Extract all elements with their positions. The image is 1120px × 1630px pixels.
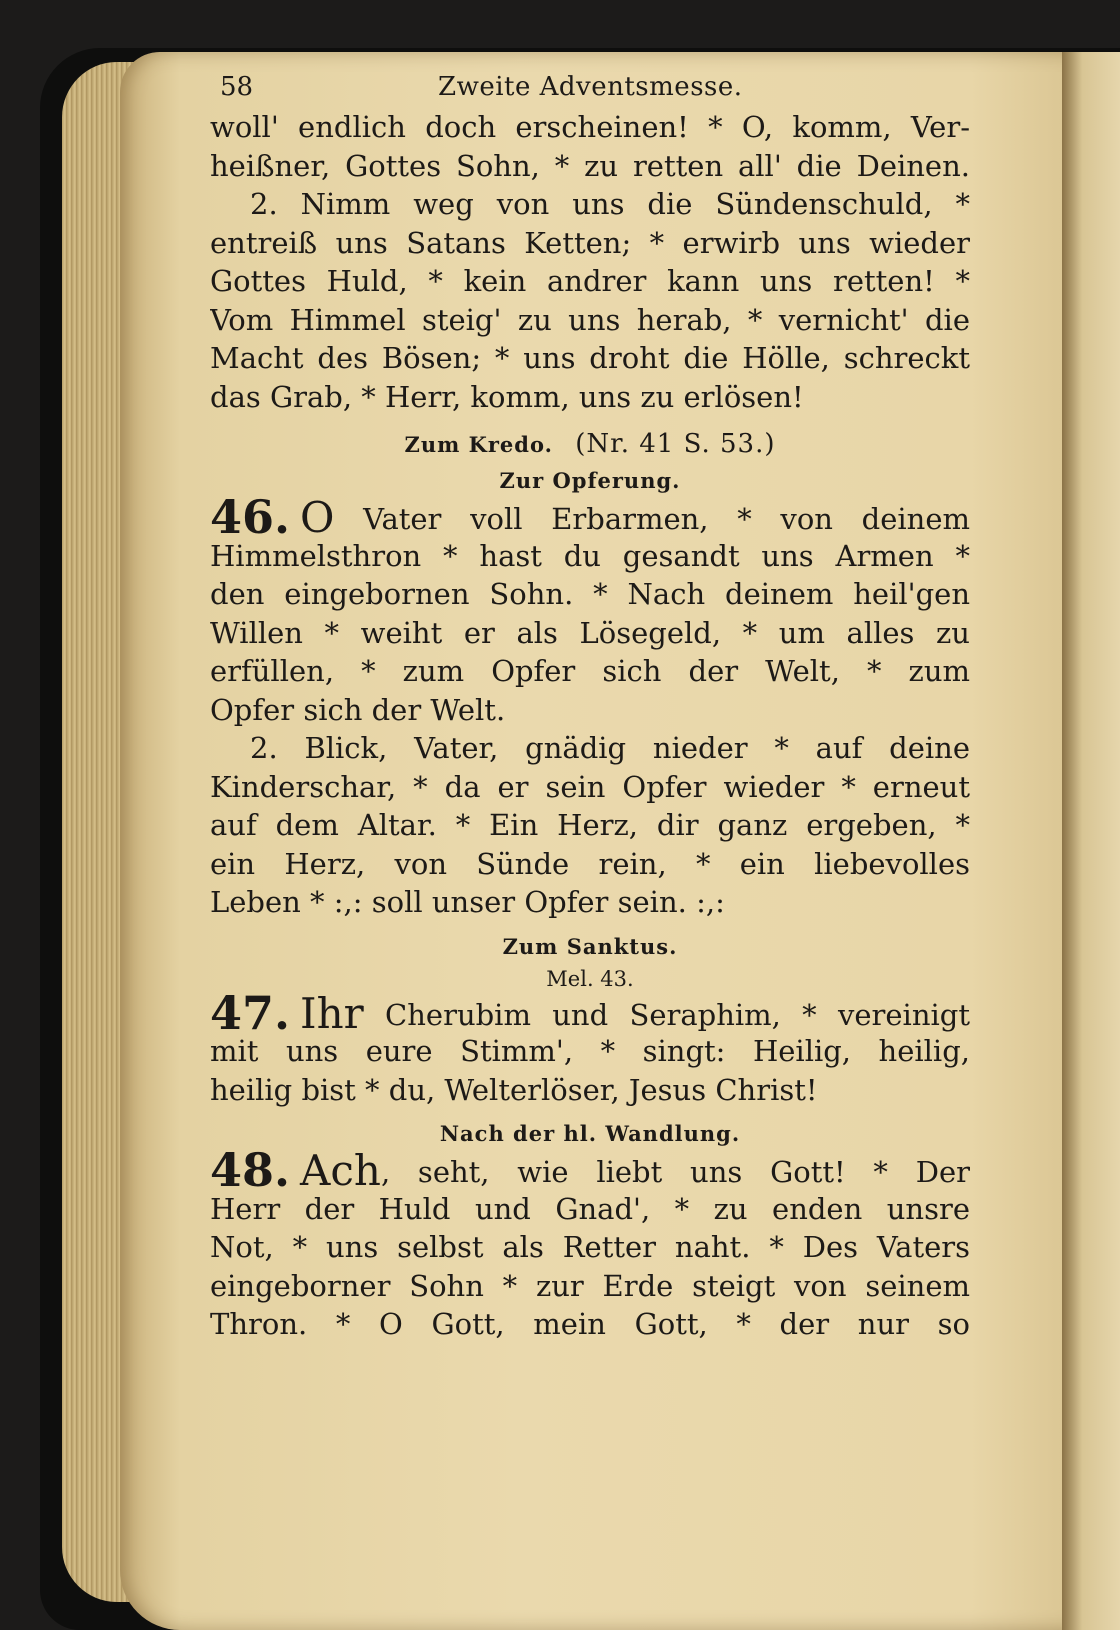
text-line: Gottes Huld, * kein andrer kann uns retten! * xyxy=(210,264,970,298)
kredo-title: Zum Kredo. xyxy=(404,432,553,457)
continued-hymn xyxy=(210,108,970,416)
text-line: entreiß uns Satans Ketten; * erwirb uns wieder xyxy=(210,225,970,260)
text-line: das Grab, * Herr, komm, uns zu erlösen! xyxy=(210,379,804,414)
text-line: Kinderschar, * da er sein Opfer wieder * erneut xyxy=(210,769,970,804)
text-line: Thron. * O Gott, mein Gott, * der nur so xyxy=(210,1307,970,1341)
hymn-first-text: Cherubim und Seraphim, * vereinigt xyxy=(385,997,970,1032)
kredo-heading xyxy=(210,424,970,464)
text-line: erfüllen, * zum Opfer sich der Welt, * zum xyxy=(210,654,970,688)
hymn-number: 48. xyxy=(210,1151,291,1190)
text-line: Not, * uns selbst als Retter naht. * Des Vaters xyxy=(210,1230,970,1264)
hymn-number: 47. xyxy=(210,993,291,1032)
running-title: Zweite Adventsmesse. xyxy=(438,72,743,102)
page-header xyxy=(210,60,970,108)
page-content xyxy=(210,60,970,1344)
text-line: heilig bist * du, Welterlöser, Jesus Christ! xyxy=(210,1072,818,1107)
hymn-48 xyxy=(210,1151,970,1344)
page-gutter xyxy=(1062,52,1120,1630)
melody-reference: Mel. 43. xyxy=(546,966,634,991)
text-line: Leben * :,: soll unser Opfer sein. :,: xyxy=(210,885,725,919)
page-number: 58 xyxy=(220,72,254,102)
hymn-initial: Ach xyxy=(300,1151,381,1190)
text-line: 2. Blick, Vater, gnädig nieder * auf deine xyxy=(250,731,970,765)
text-line: Willen * weiht er als Lösegeld, * um alles zu xyxy=(210,615,970,650)
text-line: Herr der Huld und Gnad', * zu enden unsre xyxy=(210,1191,970,1226)
hymn-initial: Ihr xyxy=(300,993,364,1032)
text-line: Opfer sich der Welt. xyxy=(210,692,506,727)
text-line: heißner, Gottes Sohn, * zu retten all' die Deinen. xyxy=(210,148,970,183)
hymn-first-text: Vater voll Erbarmen, * von deinem xyxy=(363,502,970,536)
text-line: ein Herz, von Sünde rein, * ein liebevolles xyxy=(210,846,970,881)
kredo-reference: (Nr. 41 S. 53.) xyxy=(575,429,776,459)
wandlung-heading: Nach der hl. Wandlung. xyxy=(439,1121,741,1146)
hymn-first-line xyxy=(210,498,970,537)
sanktus-heading: Zum Sanktus. xyxy=(502,933,678,959)
text-line: Himmelsthron * hast du gesandt uns Armen * xyxy=(210,538,970,573)
opferung-heading: Zur Opferung. xyxy=(499,468,681,493)
text-line: mit uns eure Stimm', * singt: Heilig, heilig, xyxy=(210,1034,970,1068)
hymn-46 xyxy=(210,498,970,922)
hymn-first-line xyxy=(210,994,970,1033)
hymn-47 xyxy=(210,994,970,1110)
text-line: auf dem Altar. * Ein Herz, dir ganz ergeben, * xyxy=(210,808,970,842)
text-line: den eingebornen Sohn. * Nach deinem heil'gen xyxy=(210,577,970,611)
hymn-first-text: , seht, wie liebt uns Gott! * Der xyxy=(380,1155,970,1189)
text-line: 2. Nimm weg von uns die Sündenschuld, * xyxy=(250,187,970,221)
text-line: eingeborner Sohn * zur Erde steigt von seinem xyxy=(210,1268,970,1303)
hymn-initial: O xyxy=(300,498,335,537)
hymn-number: 46. xyxy=(210,498,291,537)
text-line: Vom Himmel steig' zu uns herab, * vernicht' die xyxy=(210,302,970,337)
text-line: Macht des Bösen; * uns droht die Hölle, schreckt xyxy=(210,341,970,375)
hymn-first-line xyxy=(210,1151,970,1190)
text-line: woll' endlich doch erscheinen! * O, komm, Ver- xyxy=(210,110,970,144)
